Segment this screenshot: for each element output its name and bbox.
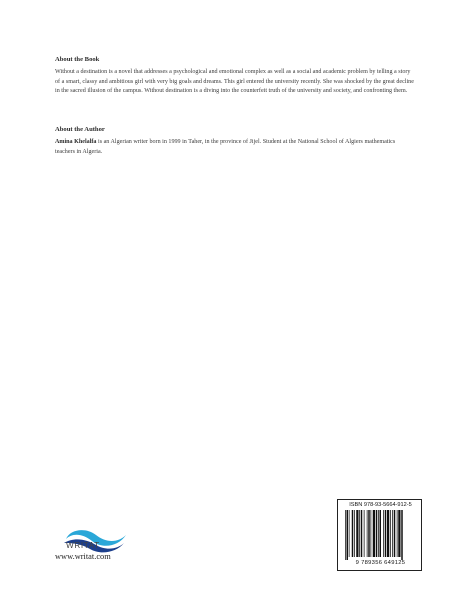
isbn-label: ISBN 978-93-5664-912-5 xyxy=(349,502,412,508)
barcode-digits: 9 789356 649125 xyxy=(355,560,406,566)
about-author-text xyxy=(55,138,415,157)
about-author-heading: About the Author xyxy=(55,126,105,133)
author-bio: is an Algerian writer born in 1999 in Taher, in the province of Jijel. Student at the National School of Algiers mathematics teachers in Algeria. xyxy=(55,139,396,155)
about-book-heading: About the Book xyxy=(55,56,100,63)
author-name: Amina Khelalfa xyxy=(55,139,97,145)
publisher-url: www.writat.com xyxy=(55,552,111,561)
isbn-barcode-box xyxy=(337,499,422,571)
about-book-text: Without a destination is a novel that addresses a psychological and emotional complex as well as a social and academic problem by telling a story of a smart, classy and ambitious girl with very big goals and dreams. This girl entered the university recently. She was shocked by the great decline in the sacred illusion of the campus. Without destination is a diving into the counterfeit truth of the university and society, and confronting them. xyxy=(55,69,414,95)
publisher-logo-text: WRITAT xyxy=(66,541,100,550)
barcode-icon xyxy=(345,510,416,560)
